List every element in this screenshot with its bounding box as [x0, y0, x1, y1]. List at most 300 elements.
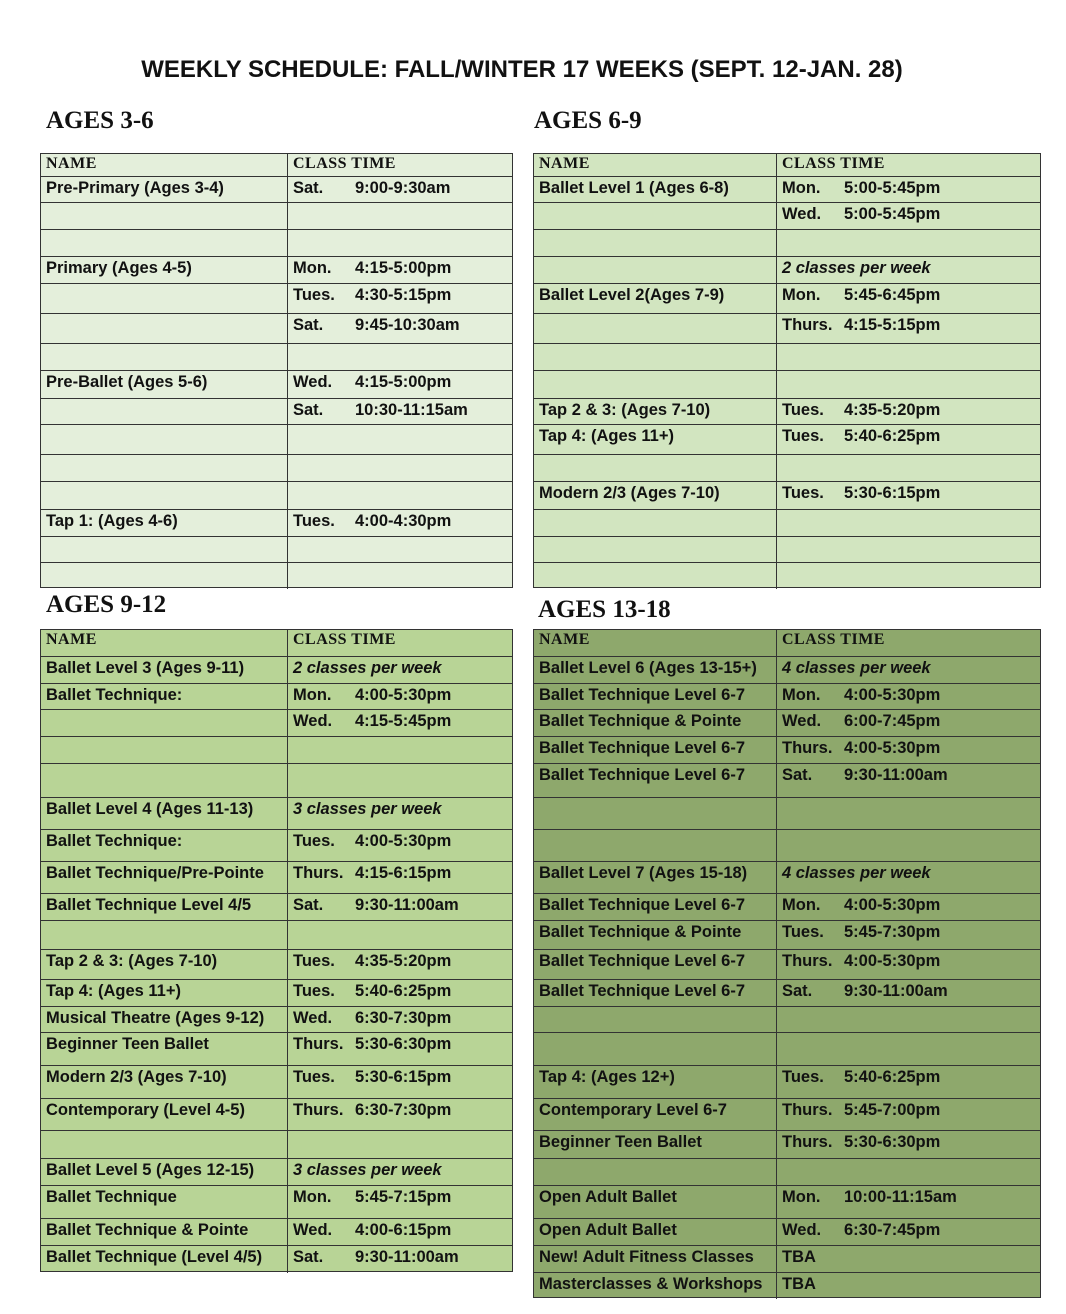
class-time: 9:30-11:00am	[844, 766, 948, 784]
class-name-cell	[41, 177, 288, 202]
table-row	[534, 1186, 1040, 1219]
table-row	[534, 980, 1040, 1007]
class-name-cell	[41, 1099, 288, 1130]
class-time-cell	[288, 1246, 512, 1273]
header-class-time: CLASS TIME	[782, 155, 885, 172]
class-day: Wed.	[293, 1009, 333, 1027]
class-day: Mon.	[293, 259, 332, 277]
class-time-cell	[777, 314, 1040, 343]
class-name-cell	[534, 482, 777, 509]
class-time-cell	[288, 798, 512, 829]
class-day: Tues.	[293, 512, 335, 530]
class-name: Ballet Level 1 (Ages 6-8)	[539, 179, 729, 197]
classes-per-week-note: 4 classes per week	[782, 864, 931, 882]
section-title-ages-13-18: AGES 13-18	[538, 596, 671, 623]
class-time-cell	[777, 537, 1040, 562]
class-day: Wed.	[293, 373, 333, 391]
class-day: Sat.	[293, 316, 324, 334]
class-time-cell	[288, 257, 512, 283]
class-name: New! Adult Fitness Classes	[539, 1248, 754, 1266]
class-day: Mon.	[782, 286, 821, 304]
class-time: 5:45-7:30pm	[844, 923, 941, 941]
class-time: 4:15-5:00pm	[355, 259, 452, 277]
table-row	[41, 563, 512, 589]
class-time: 4:00-5:30pm	[844, 739, 941, 757]
table-row	[534, 314, 1040, 344]
class-day: Tues.	[782, 401, 824, 419]
class-time-cell	[777, 1273, 1040, 1299]
table-row	[534, 563, 1040, 589]
class-time-cell	[288, 894, 512, 920]
table-row	[41, 203, 512, 230]
header-name: NAME	[41, 630, 288, 656]
class-name-cell	[534, 657, 777, 683]
class-name-cell	[41, 563, 288, 589]
class-name: Pre-Primary (Ages 3-4)	[46, 179, 224, 197]
table-row	[41, 510, 512, 537]
class-time-cell	[288, 1066, 512, 1098]
table-row	[41, 1219, 512, 1246]
class-day: Thurs.	[293, 864, 344, 882]
class-time: 5:00-5:45pm	[844, 179, 941, 197]
class-day: Tues.	[293, 1068, 335, 1086]
class-time-cell	[288, 482, 512, 509]
class-time-cell	[777, 921, 1040, 949]
class-name-cell	[41, 894, 288, 920]
class-name: Ballet Level 3 (Ages 9-11)	[46, 659, 245, 677]
class-name: Ballet Technique/Pre-Pointe	[46, 864, 264, 882]
class-name: Ballet Technique Level 6-7	[539, 766, 746, 784]
table-row	[41, 371, 512, 399]
class-time-cell	[288, 177, 512, 202]
class-day: TBA	[782, 1275, 816, 1293]
class-day: Tues.	[293, 982, 335, 1000]
class-time-cell	[288, 684, 512, 709]
header-name: NAME	[534, 154, 777, 176]
table-row	[41, 1066, 512, 1099]
table-row	[41, 230, 512, 257]
class-time-cell	[777, 1007, 1040, 1032]
class-day: Thurs.	[782, 316, 833, 334]
class-day: Mon.	[782, 1188, 821, 1206]
class-day: Sat.	[293, 896, 324, 914]
table-row	[534, 830, 1040, 862]
class-name-cell	[41, 371, 288, 398]
class-time: 4:00-5:30pm	[844, 896, 941, 914]
class-name-cell	[41, 455, 288, 481]
table-row	[534, 284, 1040, 314]
class-name: Ballet Level 7 (Ages 15-18)	[539, 864, 748, 882]
table-row	[41, 344, 512, 371]
table-row	[41, 482, 512, 510]
class-time-cell	[288, 284, 512, 313]
class-time-cell	[288, 921, 512, 949]
table-row	[534, 921, 1040, 950]
class-time: 5:40-6:25pm	[844, 1068, 941, 1086]
class-name-cell	[534, 177, 777, 202]
class-day: Thurs.	[782, 952, 833, 970]
table-row	[534, 710, 1040, 737]
class-time-cell	[777, 425, 1040, 454]
class-name-cell	[534, 230, 777, 256]
class-time: 4:00-4:30pm	[355, 512, 452, 530]
table-row	[534, 798, 1040, 830]
class-day: Tues.	[782, 427, 824, 445]
class-name: Modern 2/3 (Ages 7-10)	[46, 1068, 227, 1086]
class-time-cell	[288, 425, 512, 454]
table-row	[41, 684, 512, 710]
table-row	[534, 203, 1040, 230]
class-name: Open Adult Ballet	[539, 1188, 677, 1206]
class-day: Sat.	[293, 179, 324, 197]
class-name-cell	[41, 425, 288, 454]
class-name-cell	[41, 710, 288, 736]
class-name-cell	[534, 1033, 777, 1065]
class-time: 4:35-5:20pm	[844, 401, 941, 419]
class-name-cell	[534, 710, 777, 736]
class-name-cell	[534, 1219, 777, 1245]
class-time-cell	[777, 371, 1040, 398]
class-time-cell	[288, 1033, 512, 1065]
class-day: Tues.	[782, 1068, 824, 1086]
table-row	[41, 921, 512, 950]
table-row	[534, 230, 1040, 257]
table-row	[41, 1159, 512, 1186]
section-title-ages-9-12: AGES 9-12	[46, 591, 167, 618]
class-name-cell	[534, 399, 777, 424]
table-row	[534, 894, 1040, 921]
class-time-cell	[777, 894, 1040, 920]
class-day: Mon.	[293, 1188, 332, 1206]
header-name: NAME	[41, 154, 288, 176]
class-time: 4:00-6:15pm	[355, 1221, 452, 1239]
class-name-cell	[534, 563, 777, 589]
class-day: Mon.	[293, 686, 332, 704]
class-name: Tap 4: (Ages 11+)	[539, 427, 674, 445]
class-time-cell	[288, 950, 512, 979]
class-day: Sat.	[293, 1248, 324, 1266]
table-row	[41, 284, 512, 314]
class-name-cell	[41, 684, 288, 709]
class-time-cell	[288, 764, 512, 797]
table-row	[41, 1186, 512, 1219]
table-row	[534, 371, 1040, 399]
class-time: 9:00-9:30am	[355, 179, 451, 197]
table-row	[534, 1246, 1040, 1273]
class-time-cell	[288, 563, 512, 589]
class-name-cell	[41, 980, 288, 1006]
table-row	[534, 425, 1040, 455]
table-row	[534, 1099, 1040, 1131]
table-row	[41, 1131, 512, 1159]
table-row	[41, 980, 512, 1007]
class-time-cell	[288, 980, 512, 1006]
class-name-cell	[534, 1246, 777, 1272]
class-name-cell	[41, 284, 288, 313]
header-class-time: CLASS TIME	[293, 631, 396, 648]
class-name-cell	[534, 830, 777, 861]
class-time-cell	[777, 344, 1040, 370]
table-row	[41, 950, 512, 980]
class-name-cell	[534, 1066, 777, 1098]
class-time-cell	[777, 1159, 1040, 1185]
class-name: Tap 2 & 3: (Ages 7-10)	[539, 401, 711, 419]
table-row	[534, 399, 1040, 425]
class-time: 4:15-6:15pm	[355, 864, 452, 882]
table-row	[534, 1219, 1040, 1246]
class-time-cell	[777, 230, 1040, 256]
class-name: Contemporary Level 6-7	[539, 1101, 727, 1119]
class-time-cell	[777, 510, 1040, 536]
class-name: Ballet Technique Level 6-7	[539, 739, 746, 757]
classes-per-week-note: 3 classes per week	[293, 800, 442, 818]
class-time: 6:30-7:45pm	[844, 1221, 941, 1239]
table-row	[41, 177, 512, 203]
table-row	[41, 737, 512, 764]
class-time: 4:30-5:15pm	[355, 286, 452, 304]
table-row	[534, 1131, 1040, 1159]
class-name-cell	[41, 862, 288, 893]
class-name: Ballet Technique & Pointe	[539, 923, 742, 941]
table-row	[41, 1007, 512, 1033]
class-name-cell	[41, 344, 288, 370]
header-class-time: CLASS TIME	[782, 631, 885, 648]
class-name: Ballet Technique Level 6-7	[539, 952, 746, 970]
class-name: Beginner Teen Ballet	[539, 1133, 702, 1151]
class-day: Sat.	[782, 766, 813, 784]
class-name: Tap 4: (Ages 12+)	[539, 1068, 675, 1086]
class-name-cell	[534, 1186, 777, 1218]
class-name-cell	[41, 950, 288, 979]
class-name: Ballet Technique Level 6-7	[539, 982, 746, 1000]
class-time: 5:40-6:25pm	[355, 982, 452, 1000]
classes-per-week-note: 4 classes per week	[782, 659, 931, 677]
class-name: Ballet Technique & Pointe	[46, 1221, 249, 1239]
class-time-cell	[777, 764, 1040, 797]
class-time: 9:30-11:00am	[355, 896, 459, 914]
class-time-cell	[777, 980, 1040, 1006]
class-name-cell	[534, 344, 777, 370]
table-row	[534, 177, 1040, 203]
class-day: Thurs.	[782, 1133, 833, 1151]
class-day: Thurs.	[293, 1035, 344, 1053]
class-time: 6:30-7:30pm	[355, 1009, 452, 1027]
table-row	[534, 1273, 1040, 1299]
class-name: Ballet Level 5 (Ages 12-15)	[46, 1161, 255, 1179]
class-time: 6:30-7:30pm	[355, 1101, 452, 1119]
class-name-cell	[41, 1219, 288, 1245]
class-name-cell	[534, 684, 777, 709]
classes-per-week-note: 2 classes per week	[782, 259, 931, 277]
table-row	[534, 950, 1040, 980]
table-row	[534, 455, 1040, 482]
class-time: 4:35-5:20pm	[355, 952, 452, 970]
class-day: Wed.	[782, 1221, 822, 1239]
class-time-cell	[288, 862, 512, 893]
class-time: 5:45-7:00pm	[844, 1101, 941, 1119]
class-time-cell	[777, 798, 1040, 829]
class-day: Thurs.	[293, 1101, 344, 1119]
class-day: Mon.	[782, 686, 821, 704]
class-time-cell	[288, 371, 512, 398]
class-name: Ballet Level 6 (Ages 13-15+)	[539, 659, 757, 677]
table-row	[41, 710, 512, 737]
schedule-table-ages-9-12	[40, 629, 513, 1272]
class-time: 9:30-11:00am	[844, 982, 948, 1000]
class-time: 4:15-5:15pm	[844, 316, 941, 334]
class-day: Wed.	[293, 712, 333, 730]
class-name-cell	[534, 921, 777, 949]
class-time-cell	[777, 657, 1040, 683]
class-time-cell	[288, 314, 512, 343]
class-time-cell	[777, 257, 1040, 283]
class-name-cell	[534, 425, 777, 454]
class-name-cell	[41, 1131, 288, 1158]
class-day: Tues.	[293, 832, 335, 850]
class-time-cell	[777, 1066, 1040, 1098]
class-day: Wed.	[293, 1221, 333, 1239]
class-time: 4:00-5:30pm	[355, 832, 452, 850]
class-time: 5:30-6:30pm	[844, 1133, 941, 1151]
class-name-cell	[534, 1099, 777, 1130]
class-time: 5:30-6:15pm	[355, 1068, 452, 1086]
section-title-ages-6-9: AGES 6-9	[534, 107, 642, 134]
class-day: Mon.	[782, 179, 821, 197]
class-name: Ballet Technique:	[46, 832, 183, 850]
class-time-cell	[777, 563, 1040, 589]
class-name-cell	[534, 314, 777, 343]
class-name: Contemporary (Level 4-5)	[46, 1101, 245, 1119]
class-time-cell	[288, 710, 512, 736]
class-name: Primary (Ages 4-5)	[46, 259, 192, 277]
class-name: Ballet Technique:	[46, 686, 183, 704]
table-row	[41, 830, 512, 862]
table-row	[534, 764, 1040, 798]
class-name-cell	[534, 203, 777, 229]
classes-per-week-note: 2 classes per week	[293, 659, 442, 677]
table-row	[534, 684, 1040, 710]
class-name-cell	[41, 510, 288, 536]
class-name: Tap 2 & 3: (Ages 7-10)	[46, 952, 218, 970]
class-time-cell	[288, 537, 512, 562]
class-name: Ballet Level 2(Ages 7-9)	[539, 286, 725, 304]
class-name-cell	[534, 257, 777, 283]
class-day: Tues.	[782, 484, 824, 502]
schedule-table-ages-13-18	[533, 629, 1041, 1298]
class-time-cell	[288, 203, 512, 229]
class-name: Masterclasses & Workshops	[539, 1275, 763, 1293]
class-time-cell	[288, 1186, 512, 1218]
class-time: 5:40-6:25pm	[844, 427, 941, 445]
class-name-cell	[534, 1159, 777, 1185]
class-name-cell	[41, 764, 288, 797]
class-name-cell	[41, 830, 288, 861]
class-time-cell	[288, 1131, 512, 1158]
class-time-cell	[777, 1186, 1040, 1218]
class-name-cell	[534, 894, 777, 920]
class-day: Tues.	[293, 952, 335, 970]
class-name: Ballet Technique Level 4/5	[46, 896, 252, 914]
table-row	[534, 344, 1040, 371]
class-day: TBA	[782, 1248, 816, 1266]
class-name-cell	[41, 399, 288, 424]
class-time-cell	[288, 399, 512, 424]
class-day: Tues.	[293, 286, 335, 304]
class-time-cell	[288, 1099, 512, 1130]
class-name-cell	[41, 482, 288, 509]
class-time-cell	[777, 684, 1040, 709]
table-row	[41, 425, 512, 455]
class-name-cell	[534, 284, 777, 313]
class-name: Ballet Technique Level 6-7	[539, 896, 746, 914]
class-time-cell	[777, 399, 1040, 424]
table-row	[41, 894, 512, 921]
class-name-cell	[41, 737, 288, 763]
table-row	[534, 257, 1040, 284]
class-day: Thurs.	[782, 739, 833, 757]
class-name-cell	[534, 537, 777, 562]
table-row	[534, 862, 1040, 894]
table-row	[41, 399, 512, 425]
table-row	[41, 455, 512, 482]
class-name-cell	[534, 950, 777, 979]
header-name: NAME	[534, 630, 777, 656]
class-name-cell	[41, 257, 288, 283]
header-class-time: CLASS TIME	[293, 155, 396, 172]
table-row	[534, 510, 1040, 537]
class-time-cell	[777, 482, 1040, 509]
class-time: 4:00-5:30pm	[844, 952, 941, 970]
table-row	[41, 798, 512, 830]
class-name-cell	[41, 314, 288, 343]
class-name-cell	[534, 764, 777, 797]
class-time-cell	[777, 1131, 1040, 1158]
table-row	[41, 764, 512, 798]
class-name-cell	[534, 737, 777, 763]
table-row	[534, 1159, 1040, 1186]
class-name-cell	[534, 798, 777, 829]
class-time-cell	[777, 284, 1040, 313]
table-row	[534, 737, 1040, 764]
class-time: 10:00-11:15am	[844, 1188, 957, 1206]
class-name-cell	[41, 537, 288, 562]
class-day: Wed.	[782, 205, 822, 223]
class-name-cell	[534, 371, 777, 398]
class-time-cell	[777, 1219, 1040, 1245]
table-row	[534, 1007, 1040, 1033]
schedule-table-ages-6-9	[533, 153, 1041, 588]
class-day: Mon.	[782, 896, 821, 914]
class-name-cell	[41, 1246, 288, 1273]
class-name: Tap 4: (Ages 11+)	[46, 982, 181, 1000]
class-time-cell	[777, 950, 1040, 979]
class-day: Sat.	[782, 982, 813, 1000]
class-time: 9:45-10:30am	[355, 316, 460, 334]
class-time: 4:00-5:30pm	[844, 686, 941, 704]
table-row	[41, 1033, 512, 1066]
table-row	[534, 482, 1040, 510]
class-name: Ballet Technique Level 6-7	[539, 686, 746, 704]
class-name-cell	[534, 1007, 777, 1032]
section-title-ages-3-6: AGES 3-6	[46, 107, 154, 134]
class-day: Sat.	[293, 401, 324, 419]
class-name: Open Adult Ballet	[539, 1221, 677, 1239]
class-name-cell	[534, 1273, 777, 1299]
class-time: 5:00-5:45pm	[844, 205, 941, 223]
class-name-cell	[534, 862, 777, 893]
class-name-cell	[41, 798, 288, 829]
class-name: Musical Theatre (Ages 9-12)	[46, 1009, 265, 1027]
